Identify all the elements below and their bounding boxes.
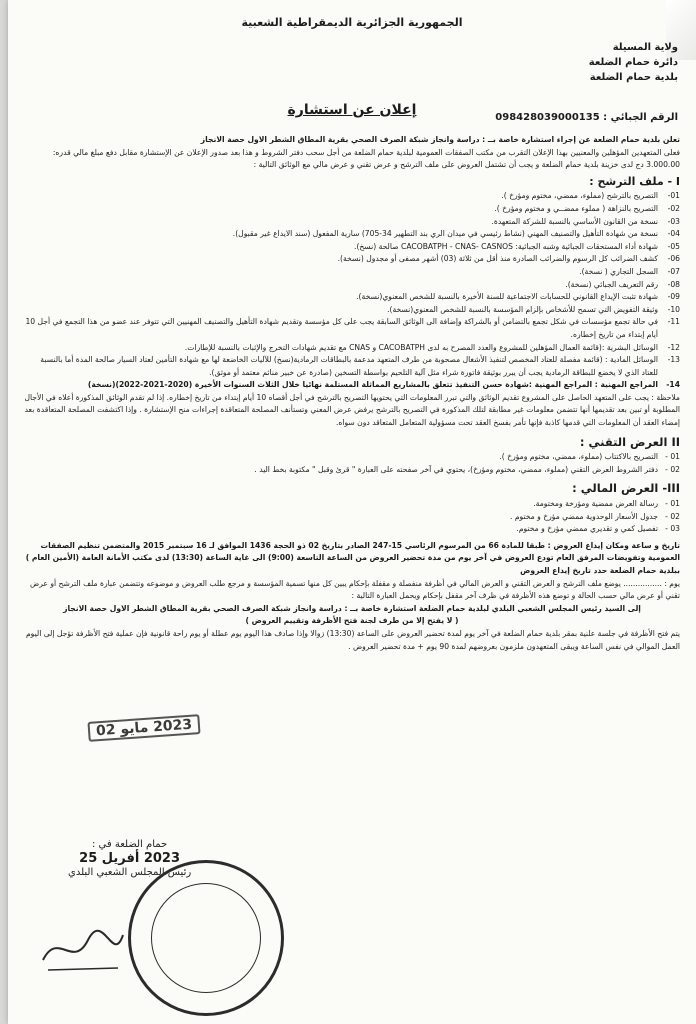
issuer-block xyxy=(589,40,678,85)
list-item: 01 - التصريح بالاكتتاب (مملوء، ممضي، مختوم ومؤرخ ). xyxy=(499,452,680,462)
commune-line: بلدية حمام الضلعة xyxy=(589,72,678,83)
list-item: 02- التصريح بالنزاهة ( مملوء ممضــي و مختوم ومؤرخ ). xyxy=(494,203,680,213)
list-item: 13- الوسائل المادية : (قائمة مفصلة للعتاد المخصص لتنفيذ الأشغال مصحوبة من طرف المتعهد مدعمة بالبطاقات الرمادية(نسخ) للآليات الخاضعة لها مع شهادة التأمين لعتاد السيار صالحة المدة أما بالنسبة للعتاد الذي لا يخضع للبطاقة الرمادية يجب أن يبرر بوثيقة فاتورة شراء مثل آلية التلحيم بواسطة التسخين (صادرة عن خبير منائم معتمد أو موثق). xyxy=(40,355,680,377)
list-item: 10- وثيقة التفويض التي تسمح للأشخاص بإلزام المؤسسة بالنسبة للشخص المعنوي(نسخة). xyxy=(387,304,680,314)
republic-header: الجمهورية الجزائرية الديمقراطية الشعبية xyxy=(241,16,463,29)
announcement-title: إعلان عن استشارة xyxy=(287,102,417,118)
opening-paragraph: يتم فتح الأظرفة في جلسة علنية بمقر بلدية حمام الضلعة في آخر يوم لمدة تحضير العروض على الساعة (13:30) زوالا وإذا صادف هذا اليوم يوم عطلة أو يوم راحة قانونية فإن عملية فتح الأظرفة تؤجل إلى اليوم العمل الموالي في نفس الساعة ويبقى المتعهدون ملزمون بعروضهم لمدة 90 يوم + مدة تحضير العروض . xyxy=(25,628,680,651)
intro-details: فعلى المتعهدين المؤهلين والمعنيين بهذا الإعلان التقرب من مكتب الصفقات العمومية لبلدية حمام الضلعة من أجل سحب دفتر الشروط و هذا بعد صدور الإعلان عن الإستشارة مقابل دفع مبلغ مالي قدره: 3.000.00 دج لدى خزينة بلدية حمام الضلعة و يجب أن تشتمل العروض على ملف الترشح و عرض تقني و عرض مالي مع الوثائق التالية : xyxy=(52,147,680,170)
tech-offer-list xyxy=(24,451,680,476)
handwritten-signature xyxy=(38,920,128,980)
list-item: 01- التصريح بالترشح (مملوء، ممضي، مختوم ومؤرخ ). xyxy=(501,191,680,201)
official-seal xyxy=(128,860,284,1016)
list-item: 07- السجل التجاري ( نسخة). xyxy=(579,266,680,276)
place-date-label: حمام الضلعة في : xyxy=(91,839,168,850)
section-3-title: III- العرض المالي : xyxy=(572,481,680,496)
wilaya-line: ولاية المسيلة xyxy=(612,42,678,53)
document-page xyxy=(8,0,696,1024)
list-item: 02 - دفتر الشروط العرض التقني (مملوء، ممضي، مختوم ومؤرخ)، يحتوي في آخر صفحته على العبارة " قرئ وقبل " مكتوبة بخط اليد . xyxy=(254,464,680,474)
list-item: 02 - جدول الأسعار الوحدوية ممضي مؤرخ و مختوم . xyxy=(510,511,680,521)
deposit-date-stamp: 2023 مايو 02 xyxy=(87,714,200,742)
announcement-body xyxy=(24,126,680,653)
list-item: 14- المراجع المهنية : المراجع المهنية :شهادة حسن التنفيذ تتعلق بالمشاريع المماثلة المستلمة نهائيا خلال الثلاث السنوات الأخيرة (2020-2021-2022)(نسخة) xyxy=(87,380,680,390)
list-item: 03- نسخة من القانون الأساسي بالنسبة للشركة المتعهدة. xyxy=(491,216,680,226)
deposit-envelope-paragraph: يوم : ................ يوضع ملف الترشح و العرض التقني و العرض المالي في أظرفة منفصلة و مقفلة بإحكام يبين كل منها تسمية المؤسسة و مرجع طلب العروض و موضوعه وتتضمن عبارة ملف الترشح أو عرض تقني أو عرض مالي حسب الحالة و توضع هذه الأظرفة في ظرف آخر مقفل بإحكام ويحمل العبارة التالية : xyxy=(30,578,680,601)
tax-number: الرقم الجبائي : 098428039000135 xyxy=(495,112,678,123)
list-item: 11- في حالة تجمع مؤسسات في شكل تجمع بالتضامن أو بالشراكة وإضافة الى الوثائق السابقة يجب على كل مؤسسة وتقديم شهادة التأهيل والتصنيف المهنيين التي تتوفر عند عضو من هذا التجمع في أجل 10 أيام إبتداء من تاريخ إخطاره. xyxy=(25,317,680,339)
intro-subject: تعلن بلدية حمام الضلعة عن إجراء استشارة خاصة بــ : دراسة وانجاز شبكة الصرف الصحي بقرية المطاق الشطر الاول حصة الانجاز xyxy=(200,135,680,144)
financial-offer-list xyxy=(24,498,680,536)
list-item: 01 - رسالة العرض ممضية ومؤرخة ومختومة. xyxy=(533,499,680,509)
do-not-open-note: ( لا يفتح إلا من طرف لجنة فتح الأظرفة وتقييم العروض ) xyxy=(245,616,459,626)
signature-date: 2023 أفريل 25 xyxy=(79,851,181,866)
note-paragraph: ملاحظة : يجب على المتعهد الحاصل على المشروع تقديم الوثائق والتي تبرر المعلومات التي يحتويها التصريح بالترشح في أجل أقصاه 10 أيام إبتداء من تاريخ إخطاره. إذا لم تقدم الوثائق المذكورة أعلاه في الأجال المطلوبة أو تبين بعد تقديمها أنها تتضمن معلومات غير مطابقة لتلك المذكورة في التصريح بالترشح يرفض عرض المعني وتستأنف المصلحة المتعاقدة إجراءات منح الإستشارة . وإذا اكتشفت المصلحة المتعاقدة بعد إمضاء العقد أن المعلومات التي قدمها كاذبة فإنها تأمر بفسخ العقد تحت مسؤولية المتعامل المتعاقد دون سواه. xyxy=(24,392,680,428)
list-item: 08- رقم التعريف الجبائي (نسخة). xyxy=(565,279,680,289)
daira-line: دائرة حمام الضلعة xyxy=(588,57,678,68)
section-1-title: I - ملف الترشح : xyxy=(589,174,680,188)
list-item: 03 - تفصيل كمي و تقديري ممضي مؤرخ و مختوم. xyxy=(516,524,680,534)
mayor-title: رئيس المجلس الشعبي البلدي xyxy=(68,867,192,878)
list-item: 05- شهادة أداء المستحقات الجبائية وشبه الجبائية: CACOBATPH - CNAS- CASNOS صالحة (نسخ). xyxy=(354,241,680,251)
section-2-title: II العرض التقني : xyxy=(579,434,680,449)
envelope-addressee: إلى السيد رئيس المجلس الشعبي البلدي لبلدية حمام الضلعة استشارة خاصة بــ : دراسة وانجاز شبكة الصرف الصحي بقرية المطاق الشطر الاول حصة الانجاز xyxy=(63,603,641,613)
list-item: 04- نسخة من شهادة التأهيل والتصنيف المهني (نشاط رئيسي في ميدان الري بند التطهير 34-705) سارية المفعول (سند الايداع غير مقبول). xyxy=(232,229,680,239)
deposit-paragraph: تاريخ و ساعة ومكان إيداع العروض : طبقا للمادة 66 من المرسوم الرئاسي 15-247 الصادر بتاريخ 02 ذو الحجة 1436 الموافق لـ 16 سبتمبر 2015 والمتضمن تنظيم الصفقات العمومية وتفويضات المرفق العام تودع العروض في آخر يوم من مدة تحضير العروض من الساعة التاسعة (9:00) الى غاية الساعة (13:30) لدى مكتب الأمانة العامة (الأمين العام ) ببلدية حمام الضلعة حدد تاريخ إيداع العروض xyxy=(25,540,680,575)
list-item: 06- كشف الضرائب كل الرسوم والضرائب الصادرة منذ أقل من ثلاثة (03) أشهر مصفى أو مجدول (نسخة). xyxy=(337,254,680,264)
list-item: 12- الوسائل البشرية :(قائمة العمال المؤهلين للمشروع والعدد المصرح به لدى CACOBATPH و CNAS مع تقديم شهادات التخرج والإثبات بالنسبة للإطارات. xyxy=(184,342,680,352)
documents-list xyxy=(24,190,680,392)
list-item: 09- شهادة تثبت الإيداع القانوني للحسابات الاجتماعية للسنة الأخيرة بالنسبة للشخص المعنوي(نسخة). xyxy=(356,292,680,302)
